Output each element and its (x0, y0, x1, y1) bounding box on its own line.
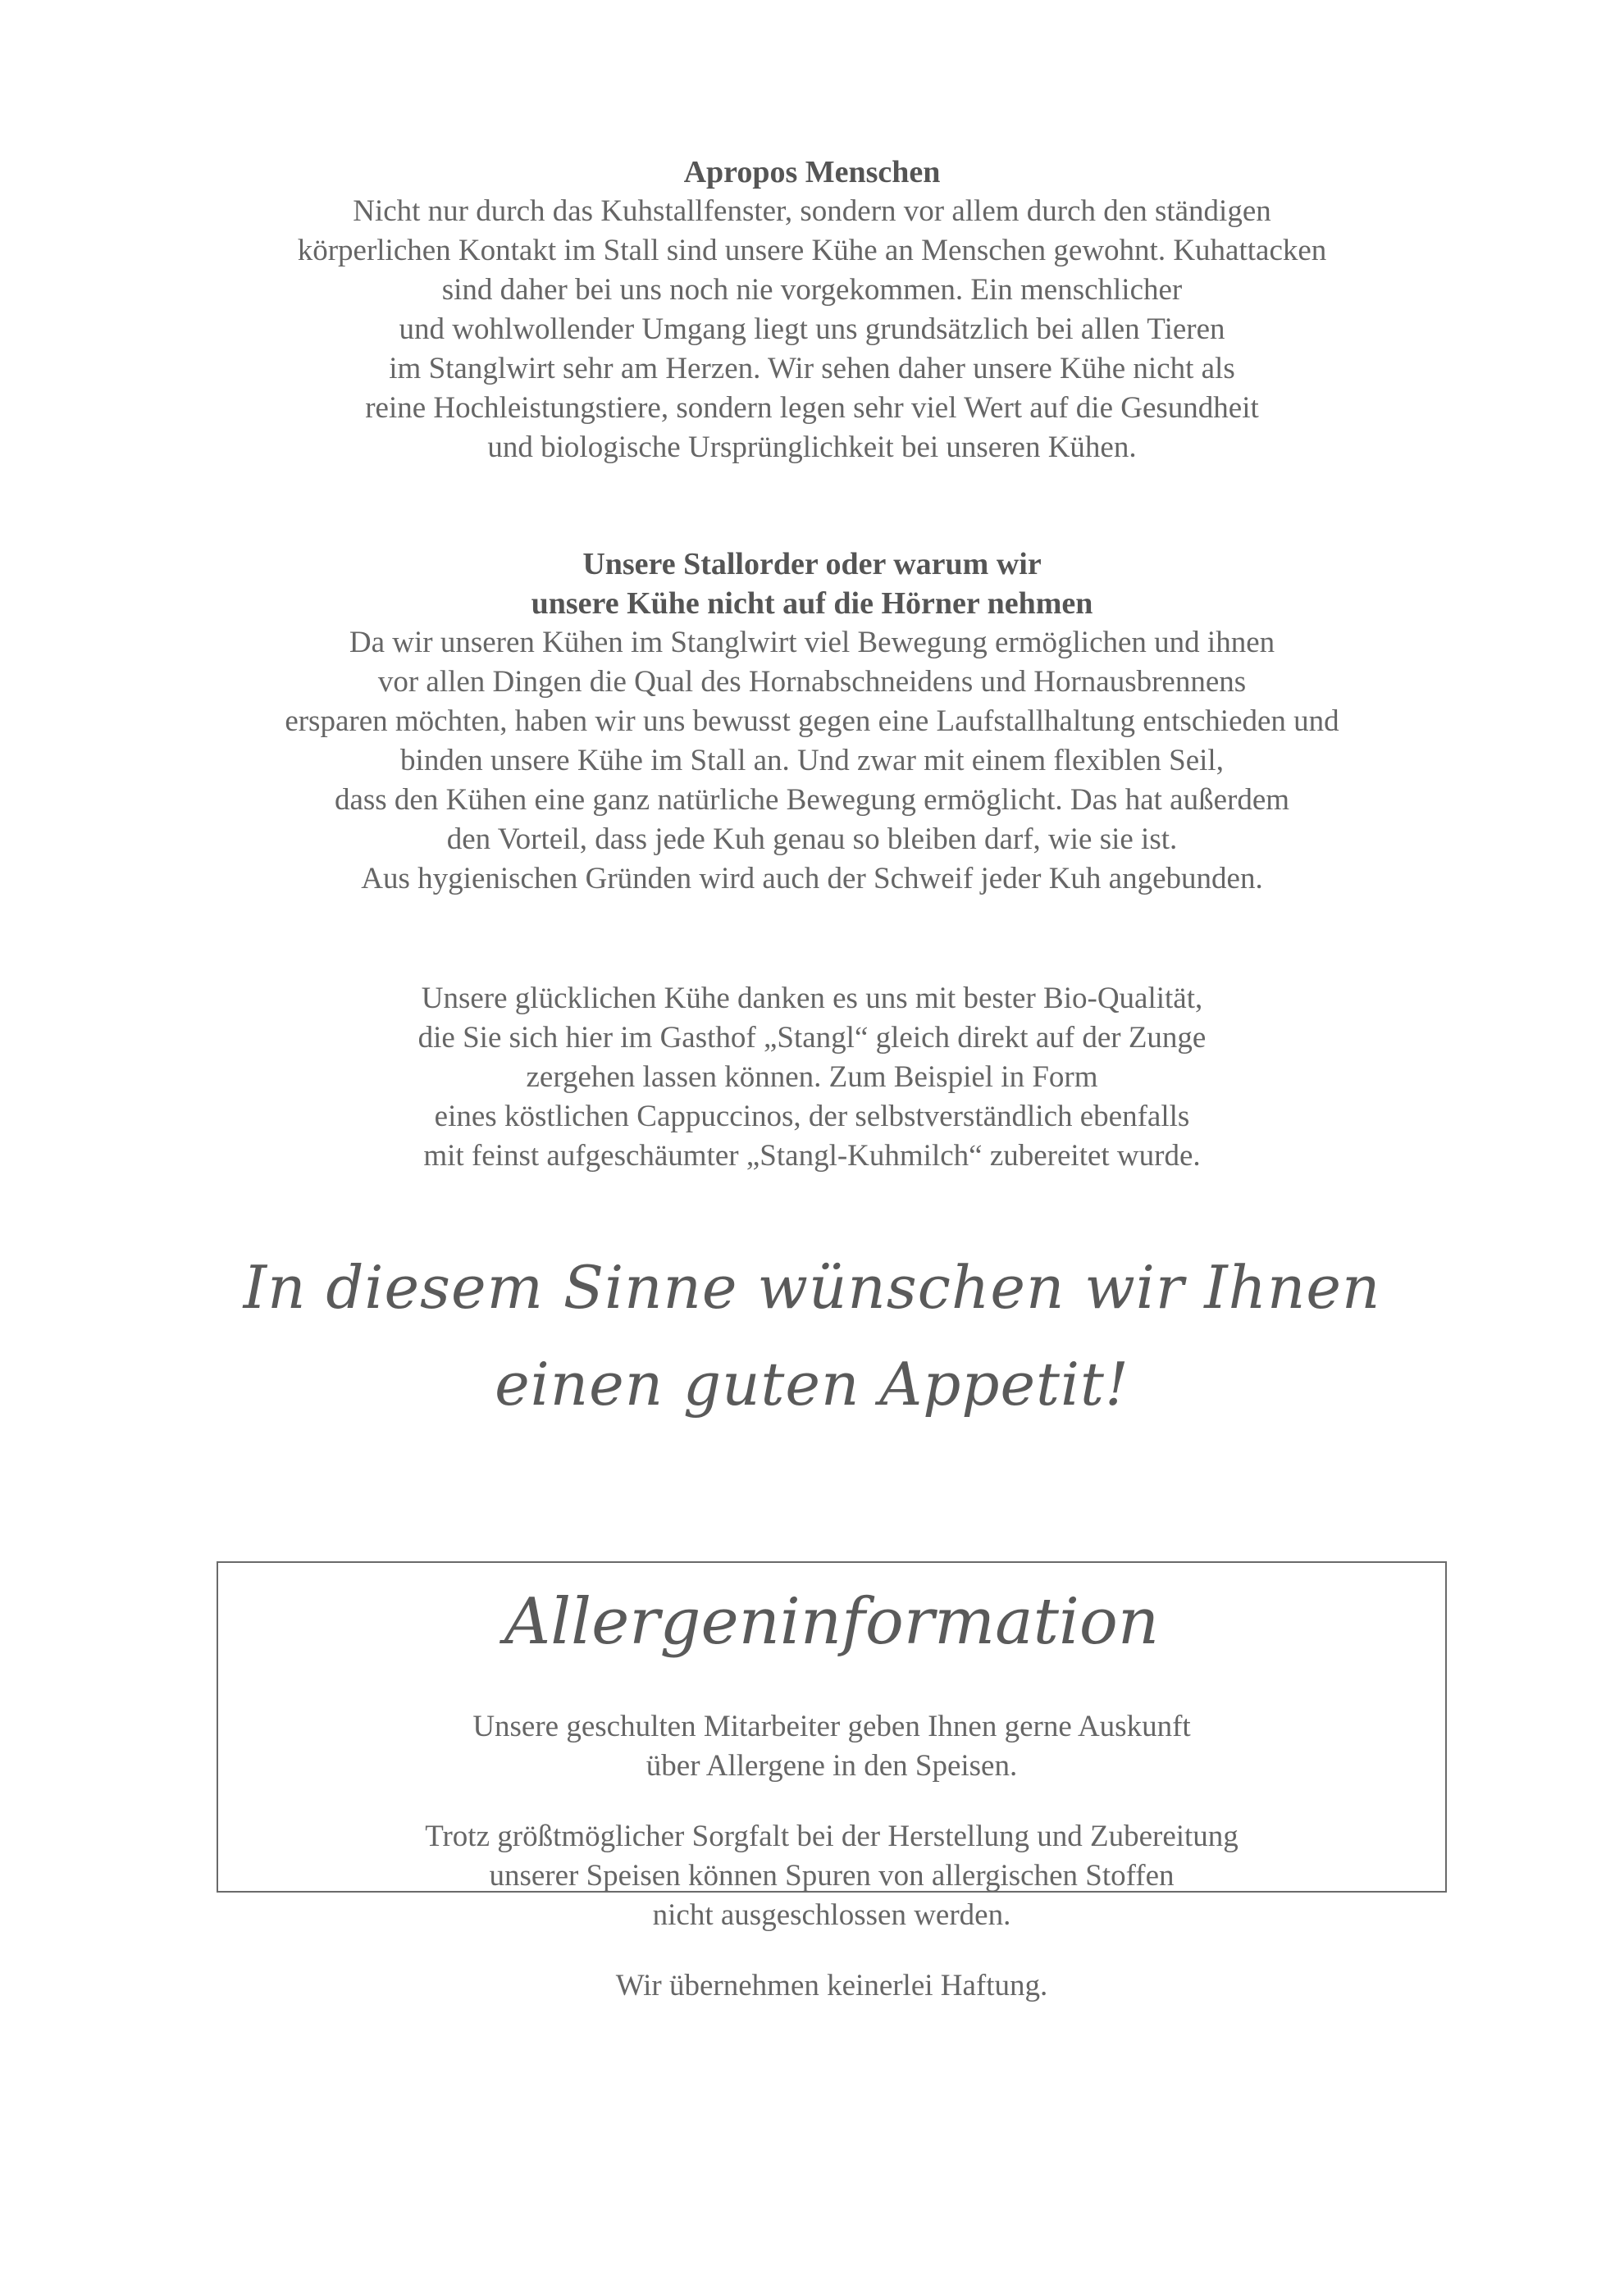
body-line: reine Hochleistungstiere, sondern legen sehr viel Wert auf die Gesundheit (365, 391, 1259, 425)
body-line: Unsere geschulten Mitarbeiter geben Ihnen gerne Auskunft (472, 1710, 1191, 1743)
body-line: binden unsere Kühe im Stall an. Und zwar mit einem flexiblen Seil, (400, 744, 1224, 777)
body-line: ersparen möchten, haben wir uns bewusst gegen eine Laufstallhaltung entschieden und (285, 704, 1339, 738)
section-heading: Unsere Stallorder oder warum wir (582, 547, 1042, 581)
body-line: mit feinst aufgeschäumter „Stangl-Kuhmilch“ zubereitet wurde. (423, 1139, 1201, 1173)
body-line: eines köstlichen Cappuccinos, der selbstverständlich ebenfalls (434, 1100, 1190, 1133)
body-line: vor allen Dingen die Qual des Hornabschneidens und Hornausbrennens (377, 665, 1247, 699)
body-line: unserer Speisen können Spuren von allergischen Stoffen (489, 1859, 1175, 1893)
allergen-info-box (217, 1561, 1447, 2002)
section-stallorder (164, 544, 1460, 899)
body-line: Trotz größtmöglicher Sorgfalt bei der Herstellung und Zubereitung (425, 1820, 1239, 1853)
allergen-title: Allergeninformation (504, 1585, 1160, 1659)
body-line: nicht ausgeschlossen werden. (652, 1898, 1011, 1932)
body-line: zergehen lassen können. Zum Beispiel in Form (526, 1060, 1098, 1094)
allergen-paragraph (218, 1707, 1445, 1786)
body-line: und wohlwollender Umgang liegt uns grundsätzlich bei allen Tieren (399, 312, 1225, 346)
body-line: Da wir unseren Kühen im Stanglwirt viel Bewegung ermöglichen und ihnen (349, 626, 1275, 659)
body-line: dass den Kühen eine ganz natürliche Bewegung ermöglicht. Das hat außerdem (334, 783, 1290, 817)
closing-greeting-line-1: In diesem Sinne wünschen wir Ihnen (243, 1253, 1381, 1322)
body-line: über Allergene in den Speisen. (645, 1749, 1018, 1783)
body-line: Wir übernehmen keinerlei Haftung. (615, 1969, 1048, 2002)
allergen-paragraph (218, 1966, 1445, 2006)
body-line: den Vorteil, dass jede Kuh genau so bleiben darf, wie sie ist. (446, 822, 1178, 856)
body-line: im Stanglwirt sehr am Herzen. Wir sehen daher unsere Kühe nicht als (389, 352, 1235, 385)
body-line: und biologische Ursprünglichkeit bei unseren Kühen. (487, 430, 1137, 464)
section-heading: unsere Kühe nicht auf die Hörner nehmen (531, 586, 1093, 621)
body-line: Unsere glücklichen Kühe danken es uns mit bester Bio-Qualität, (421, 982, 1203, 1015)
closing-greeting-line-2: einen guten Appetit! (495, 1350, 1129, 1419)
section-apropos-menschen (164, 153, 1460, 467)
section-gluckliche-kuehe (164, 979, 1460, 1176)
body-line: Nicht nur durch das Kuhstallfenster, sondern vor allem durch den ständigen (353, 194, 1271, 228)
body-line: körperlichen Kontakt im Stall sind unsere Kühe an Menschen gewohnt. Kuhattacken (297, 234, 1327, 267)
body-line: Aus hygienischen Gründen wird auch der Schweif jeder Kuh angebunden. (361, 862, 1263, 895)
allergen-paragraph (218, 1817, 1445, 1935)
body-line: die Sie sich hier im Gasthof „Stangl“ gleich direkt auf der Zunge (417, 1021, 1207, 1055)
body-line: sind daher bei uns noch nie vorgekommen. Ein menschlicher (441, 273, 1183, 307)
section-heading: Apropos Menschen (683, 155, 941, 189)
